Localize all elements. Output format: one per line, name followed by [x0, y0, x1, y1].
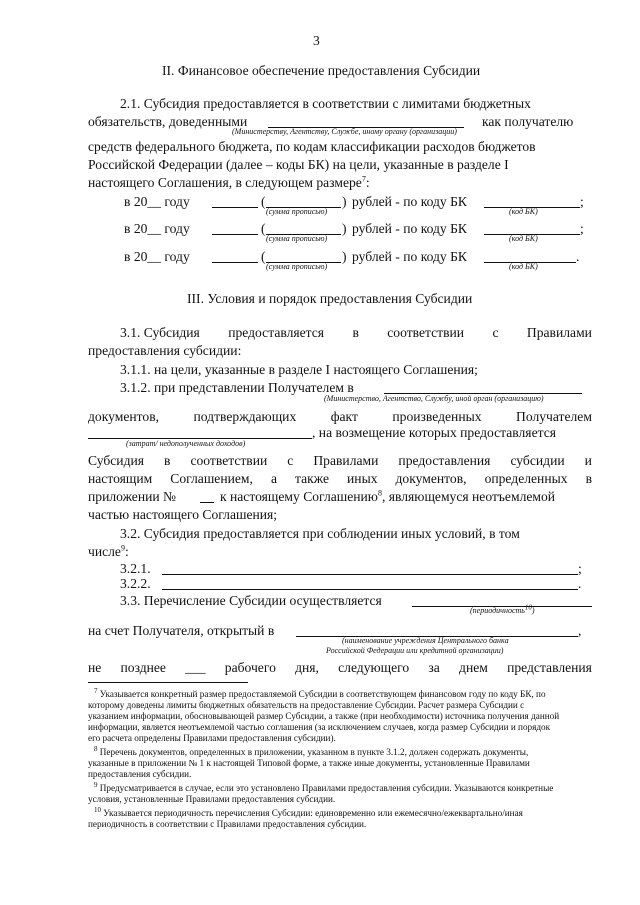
- row-prefix: в 20__ году: [124, 249, 190, 264]
- p33-hint-text: (периодичность: [470, 606, 525, 615]
- word: с: [287, 453, 294, 468]
- word: предоставляется: [228, 325, 325, 340]
- p312-hint: (Министерство, Агентство, Службу, иной орган (организацию): [324, 394, 544, 403]
- footnote-line: периодичность в соответствии с Правилами предоставления субсидии.: [88, 819, 367, 829]
- word: и: [584, 453, 592, 468]
- word: субсидии: [510, 453, 565, 468]
- word: Субсидия: [88, 453, 145, 468]
- p33-line3: [88, 659, 592, 676]
- p321-end: ;: [578, 561, 582, 576]
- word: за: [428, 660, 440, 675]
- p33-line2-end: ,: [578, 623, 582, 638]
- word: в: [352, 325, 359, 340]
- footnote-line: [94, 780, 554, 794]
- footnote-num: 9: [94, 780, 98, 789]
- row-paren-open: (: [261, 194, 266, 209]
- row-paren-close: ): [342, 221, 347, 236]
- p312-line7: частью настоящего Соглашения;: [88, 507, 278, 522]
- row-text: рублей - по коду БК: [352, 249, 468, 264]
- p33-hint2a: (наименование учреждения Центрального банка: [342, 636, 509, 645]
- row-paren-open: (: [261, 249, 266, 264]
- word: предоставления: [398, 453, 491, 468]
- row-amount-blank[interactable]: [212, 234, 258, 235]
- word: Правилами: [313, 453, 379, 468]
- section-3-title: III. Условия и порядок предоставления Субсидии: [187, 291, 473, 306]
- word: дня,: [295, 660, 319, 675]
- footnote-num: 7: [94, 686, 98, 695]
- p31-line2: предоставления субсидии:: [88, 343, 242, 358]
- p312-line1: 3.1.2. при представлении Получателем в: [120, 380, 354, 395]
- word: ___: [185, 660, 206, 675]
- footnote-line: [94, 805, 523, 819]
- row-paren-open: (: [261, 221, 266, 236]
- word: факт: [330, 409, 358, 424]
- p32-line1: 3.2. Субсидия предоставляется при соблюдении иных условий, в том: [120, 526, 520, 541]
- word: следующего: [338, 660, 410, 675]
- word: а: [270, 471, 277, 486]
- word: в: [585, 471, 592, 486]
- word: рабочего: [224, 660, 276, 675]
- footnote-line: указанные в приложении № 1 к настоящей Типовой форме, а также иные документы, установленные Правилами: [88, 758, 530, 768]
- footnote-line: [94, 686, 546, 700]
- p21-colon: :: [365, 175, 370, 190]
- word: соответствии: [387, 325, 465, 340]
- word: 3.1. Субсидия: [120, 325, 200, 340]
- row-text: рублей - по коду БК: [352, 221, 468, 236]
- footnote-text: Перечень документов, определенных в приложении, указанном в пункте 3.1.2, должен содержать документы,: [97, 747, 529, 757]
- p321-blank[interactable]: [162, 574, 578, 575]
- footnote-line: которому доведены лимиты бюджетных обязательств на предоставление Субсидии. Расчет размера Субсидии с: [88, 700, 525, 710]
- footnote-text: Указывается периодичность перечисления Субсидии: единовременно или ежемесячно/ежеквартально/иная: [101, 808, 523, 818]
- word: Правилами: [526, 325, 592, 340]
- p322-end: .: [578, 576, 582, 591]
- word: днем: [459, 660, 488, 675]
- p32-line2: [88, 543, 129, 560]
- row-hint-code: (код БК): [509, 207, 538, 216]
- p21-line2a: обязательств, доведенными: [88, 114, 248, 129]
- word: представления: [507, 660, 592, 675]
- row-text: рублей - по коду БК: [352, 194, 468, 209]
- p312-line4: [88, 452, 592, 469]
- row-end: ;: [580, 221, 584, 236]
- word: документов,: [395, 471, 467, 486]
- word: соответствии: [190, 453, 268, 468]
- row-hint-code: (код БК): [509, 234, 538, 243]
- footnote-line: [94, 744, 529, 758]
- word: настоящим: [88, 471, 153, 486]
- row-end: ;: [580, 194, 584, 209]
- p312-line2: [88, 408, 592, 425]
- p21-line1: 2.1. Субсидия предоставляется в соответствии с лимитами бюджетных: [120, 96, 531, 111]
- p31-line1: [120, 324, 592, 341]
- p312-line6c: , являющемуся неотъемлемой: [381, 489, 556, 504]
- p312-line6: [220, 488, 555, 505]
- word: Соглашением,: [170, 471, 253, 486]
- p21-line5-text: настоящего Соглашения, в следующем размере: [88, 175, 362, 190]
- row-amount-blank[interactable]: [212, 262, 258, 263]
- row-paren-close: ): [342, 194, 347, 209]
- word: произведенных: [392, 409, 482, 424]
- p322-blank[interactable]: [162, 589, 578, 590]
- p311: 3.1.1. на цели, указанные в разделе I настоящего Соглашения;: [120, 362, 478, 377]
- row-hint-code: (код БК): [509, 262, 538, 271]
- row-prefix: в 20__ году: [124, 194, 190, 209]
- p33-line2: на счет Получателя, открытый в: [88, 623, 275, 638]
- word: в: [164, 453, 171, 468]
- p312-line6a: приложении №: [88, 489, 177, 504]
- appendix-number-blank[interactable]: [200, 502, 214, 503]
- p312-line6b: к настоящему Соглашению: [220, 489, 378, 504]
- p312-line3: , на возмещение которых предоставляется: [312, 425, 556, 440]
- p312-line5: [88, 470, 592, 487]
- footnote-ref-10: 10: [524, 603, 532, 612]
- p21-line4: Российской Федерации (далее – коды БК) на цели, указанные в разделе I: [88, 157, 509, 172]
- row-hint-sum: (сумма прописью): [266, 234, 328, 243]
- word: подтверждающих: [193, 409, 297, 424]
- word: с: [492, 325, 499, 340]
- row-paren-close: ): [342, 249, 347, 264]
- section-2-title: II. Финансовое обеспечение предоставления Субсидии: [162, 63, 481, 78]
- row-hint-sum: (сумма прописью): [266, 207, 328, 216]
- row-amount-blank[interactable]: [212, 207, 258, 208]
- footnote-line: указанием информации, обосновывающей размер Субсидии, а также (при необходимости) источника получения данной: [88, 711, 560, 721]
- p21-line2b: как получателю: [482, 114, 574, 129]
- p32-line2-text: числе: [88, 544, 121, 559]
- p321-label: 3.2.1.: [120, 561, 151, 576]
- row-prefix: в 20__ году: [124, 221, 190, 236]
- footnote-line: его расчета определены Правилами предоставления субсидии).: [88, 733, 336, 743]
- word: не: [88, 660, 102, 675]
- p33-hint2b: Российской Федерации или кредитной организации): [326, 646, 504, 655]
- p312-hint2: (затрат/ недополученных доходов): [126, 439, 246, 448]
- footnote-text: Предусматривается в случае, если это установлено Правилами предоставления субсидии. Указываются конкретные: [97, 783, 554, 793]
- footnote-num: 8: [94, 744, 98, 753]
- p21-hint: (Министерству, Агентству, Службе, иному органу (организации): [232, 127, 457, 136]
- word: определенных: [484, 471, 568, 486]
- footnote-line: условия, установленные Правилами предоставления субсидии.: [88, 794, 336, 804]
- word: также: [295, 471, 329, 486]
- word: иных: [347, 471, 378, 486]
- p21-line5: [88, 174, 370, 191]
- row-end: .: [576, 249, 580, 264]
- page-number: 3: [313, 33, 320, 48]
- footnote-separator: [88, 682, 248, 683]
- word: позднее: [120, 660, 166, 675]
- p322-label: 3.2.2.: [120, 576, 151, 591]
- footnote-num: 10: [94, 805, 101, 814]
- footnote-line: предоставления субсидии.: [88, 769, 192, 779]
- footnote-ref-8: 8: [377, 488, 382, 498]
- row-hint-sum: (сумма прописью): [266, 262, 328, 271]
- footnote-ref-7: 7: [361, 174, 366, 184]
- word: документов,: [88, 409, 160, 424]
- p32-colon: :: [124, 544, 129, 559]
- footnote-line: информации, является неотъемлемой частью соглашения (за исключением случаев, когда размер Субсидии и порядок: [88, 722, 551, 732]
- p33-hint: [470, 603, 535, 616]
- footnote-ref-9: 9: [120, 543, 125, 553]
- p33-line1: 3.3. Перечисление Субсидии осуществляется: [120, 593, 382, 608]
- word: Получателем: [516, 409, 592, 424]
- footnote-text: Указывается конкретный размер предоставляемой Субсидии в соответствующем финансовом году по коду БК, по: [97, 689, 546, 699]
- p21-line3: средств федерального бюджета, по кодам классификации расходов бюджетов: [88, 139, 536, 154]
- p33-hint-close: ): [531, 606, 535, 615]
